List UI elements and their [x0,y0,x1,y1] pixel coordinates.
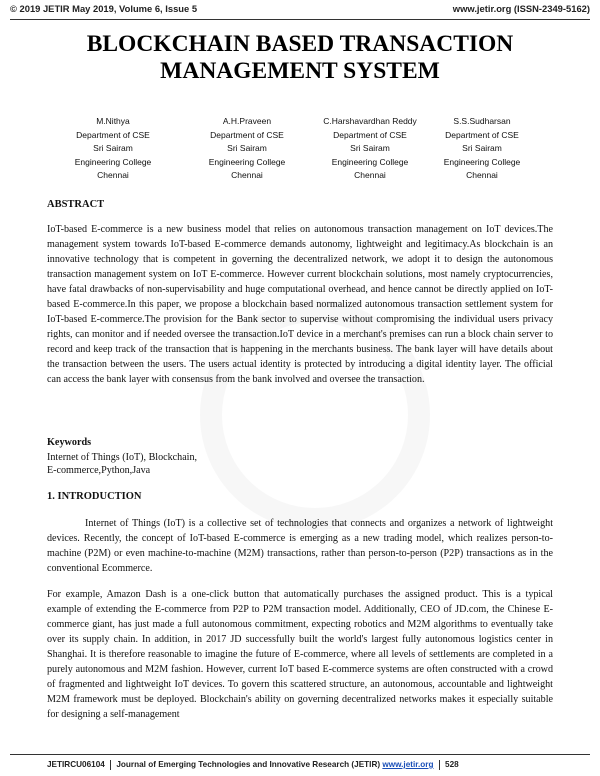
introduction-heading: 1. INTRODUCTION [47,491,142,502]
footer-citation [47,760,459,770]
running-header [10,3,590,14]
footer-separator [439,760,440,770]
header-journal-info: © 2019 JETIR May 2019, Volume 6, Issue 5 [10,3,198,14]
footer-rule [10,754,590,755]
author-inst2: Engineering College [443,156,521,167]
footer-page-number: 528 [445,760,459,770]
author-city: Chennai [466,170,498,180]
author-inst2: Engineering College [208,156,286,167]
footer-paper-code: JETIRCU06104 [47,760,105,770]
author-city: Chennai [231,170,263,180]
author-2 [187,115,307,183]
author-name: C.Harshavardhan Reddy [323,116,417,126]
author-dept: Department of CSE [445,129,519,140]
author-inst: Sri Sairam [350,143,390,153]
keywords-line-1: Internet of Things (IoT), Blockchain, [47,452,198,463]
author-name: A.H.Praveen [222,116,272,126]
author-name: M.Nithya [96,116,130,126]
author-inst2: Engineering College [331,156,409,167]
title-line-2: MANAGEMENT SYSTEM [160,58,440,84]
abstract-text: IoT-based E-commerce is a new business model that relies on autonomous transaction management on IoT devices.The management system towards IoT-based E-commerce demands autonomy, lightweight and legitimacy.As blockchain is an innovative technology that is competent in governing the decentralized network, we adopt it to design the autonomous transaction management system on IoT E-commerce. However current blockchain solutions, most namely cryptocurrencies, have fatal drawbacks of non-supervisability and huge computational overhead, and hence cannot be directly applied on IoT-based E-commerce.In this paper, we propose a blockchain based normalized autonomous transaction settlement system for IoT-based E-commerce.The provision for the Bank sector to supervise without compromising the individual users privacy rights, can monitor and if needed oversee the transaction.IoT device in a merchant's premises can run a block chain server to record and keep track of the transaction that is happening in the merchants business. The bank layer will have details about the transaction between the users. The users actual identity is protected by introducing a digital identity layer. The official can access the bank layer with consensus from the bank involved and oversee the transaction. [47,224,553,385]
paper-title [0,31,600,85]
author-3 [310,115,430,183]
author-1 [53,115,173,183]
title-line-1: BLOCKCHAIN BASED TRANSACTION [86,31,514,57]
author-dept: Department of CSE [210,129,284,140]
keywords-line-2: E-commerce,Python,Java [47,465,151,476]
introduction-paragraph-2: For example, Amazon Dash is a one-click button that automatically purchases the assigned product. This is a typical example of extending the E-commerce from P2P to P2M transaction model. Additionally, CEO of JD.com, the Chinese E-commerce giant, has just made a full autonomous commitment, expecting robotics and M2M algorithms to eventually take over its supply chain. In addition, in 2017 JD successfully built the world's largest fully autonomous logistics center in Shanghai. It is therefore reasonable to imagine the future of E-commerce, where all levels of settlements are completed in a purely autonomous and M2M fashion. However, current IoT based E-commerce systems are often constructed with a crowd of fragmented and lightweight IoT devices. To govern this scattered structure, an autonomous, accountable and lightweight M2M framework must be deployed. Blockchain's ability on governing decentralized networks makes it especially suitable for designing a self-management [47,589,553,720]
header-website-issn: www.jetir.org (ISSN-2349-5162) [452,3,590,14]
author-4 [422,115,542,183]
introduction-paragraph-1: Internet of Things (IoT) is a collective set of technologies that connects and organizes a network of lightweight devices. Recently, the concept of IoT-based E-commerce is emerging as a new trading model, which realizes person-to-machine (P2M) or even machine-to-machine (M2M) transactions, rather than person-to-person (P2P) transactions as in the conventional Ecommerce. [47,518,553,574]
author-inst: Sri Sairam [462,143,502,153]
page-footer [0,756,600,776]
keywords-heading: Keywords [47,437,92,448]
author-inst2: Engineering College [74,156,152,167]
author-inst: Sri Sairam [93,143,133,153]
author-city: Chennai [97,170,129,180]
author-name: S.S.Sudharsan [453,116,511,126]
header-rule [10,19,590,20]
author-inst: Sri Sairam [227,143,267,153]
footer-journal-name: Journal of Emerging Technologies and Innovative Research (JETIR) [116,760,381,770]
footer-website-link[interactable]: www.jetir.org [382,760,434,770]
author-city: Chennai [354,170,386,180]
abstract-heading: ABSTRACT [47,199,105,210]
author-dept: Department of CSE [333,129,407,140]
author-dept: Department of CSE [76,129,150,140]
footer-separator [110,760,111,770]
